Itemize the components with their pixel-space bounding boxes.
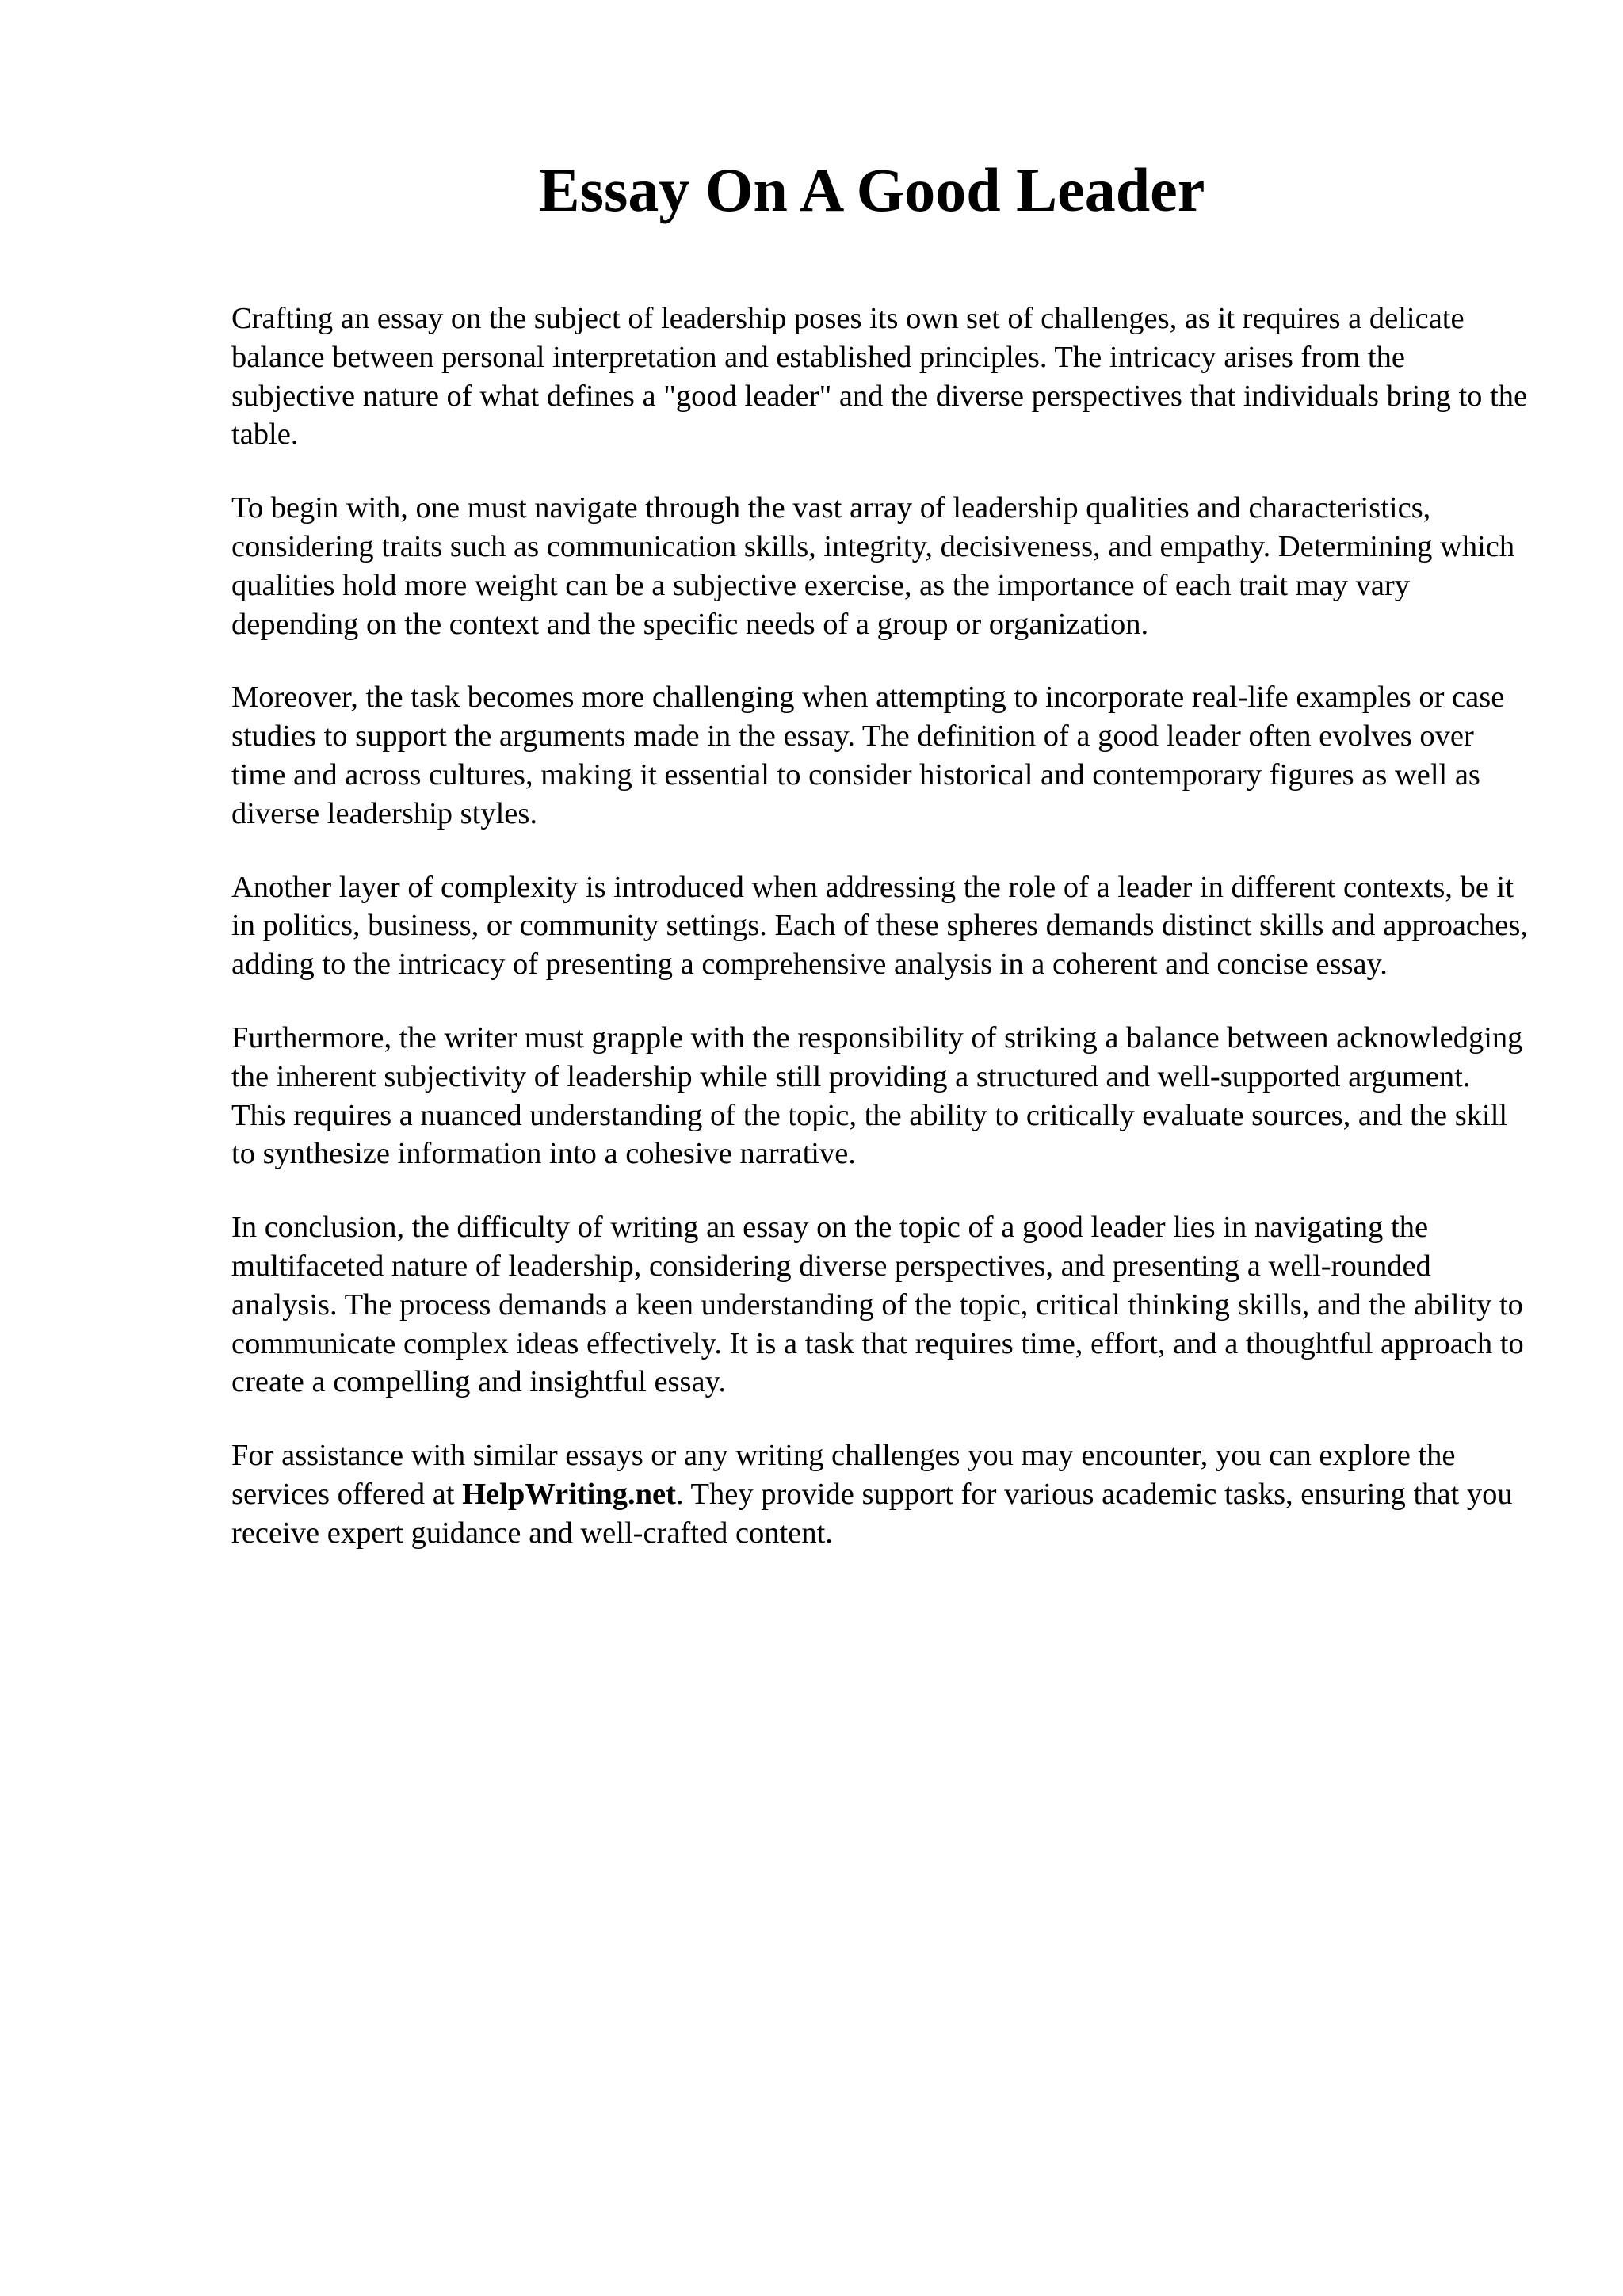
- paragraph-conclusion: In conclusion, the difficulty of writing an essay on the topic of a good leader lies in navigating the multifaceted nature of leadership, considering diverse perspectives, and presenting a well-rounded analysis. The process demands a keen understanding of the topic, critical thinking skills, and the ability to communicate complex ideas effectively. It is a task that requires time, effort, and a thoughtful approach to create a compelling and insightful essay.: [231, 1211, 1524, 1399]
- helpwriting-link[interactable]: HelpWriting.net: [462, 1477, 676, 1511]
- paragraph-contexts: Another layer of complexity is introduced when addressing the role of a leader in different contexts, be it in politics, business, or community settings. Each of these spheres demands distinct skills and approaches, adding to the intricacy of presenting a comprehensive analysis in a coherent and concise essay.: [231, 870, 1528, 982]
- document-title: Essay On A Good Leader: [538, 155, 1205, 224]
- closing-text-after: . They provide support for various academic tasks, ensuring that you receive expert guidance and well-crafted content.: [231, 1477, 1513, 1550]
- paragraph-examples: Moreover, the task becomes more challenging when attempting to incorporate real-life examples or case studies to support the arguments made in the essay. The definition of a good leader often evolves over time and across cultures, making it essential to consider historical and contemporary figures as well as diverse leadership styles.: [231, 681, 1505, 830]
- closing-text-before: For assistance with similar essays or any writing challenges you may encounter, you can explore the services offered at: [231, 1439, 1456, 1511]
- paragraph-intro: Crafting an essay on the subject of leadership poses its own set of challenges, as it requires a delicate balance between personal interpretation and established principles. The intricacy arises from the subjective nature of what defines a "good leader" and the diverse perspectives that individuals bring to the table.: [231, 302, 1528, 452]
- document-body: [231, 299, 1531, 1588]
- paragraph-closing: [231, 1436, 1531, 1552]
- paragraph-qualities: To begin with, one must navigate through the vast array of leadership qualities and characteristics, considering traits such as communication skills, integrity, decisiveness, and empathy. Determining which qualities hold more weight can be a subjective exercise, as the importance of each trait may vary depending on the context and the specific needs of a group or organization.: [231, 491, 1515, 641]
- paragraph-balance: Furthermore, the writer must grapple with the responsibility of striking a balance between acknowledging the inherent subjectivity of leadership while still providing a structured and well-supported argument. This requires a nuanced understanding of the topic, the ability to critically evaluate sources, and the skill to synthesize information into a cohesive narrative.: [231, 1020, 1523, 1171]
